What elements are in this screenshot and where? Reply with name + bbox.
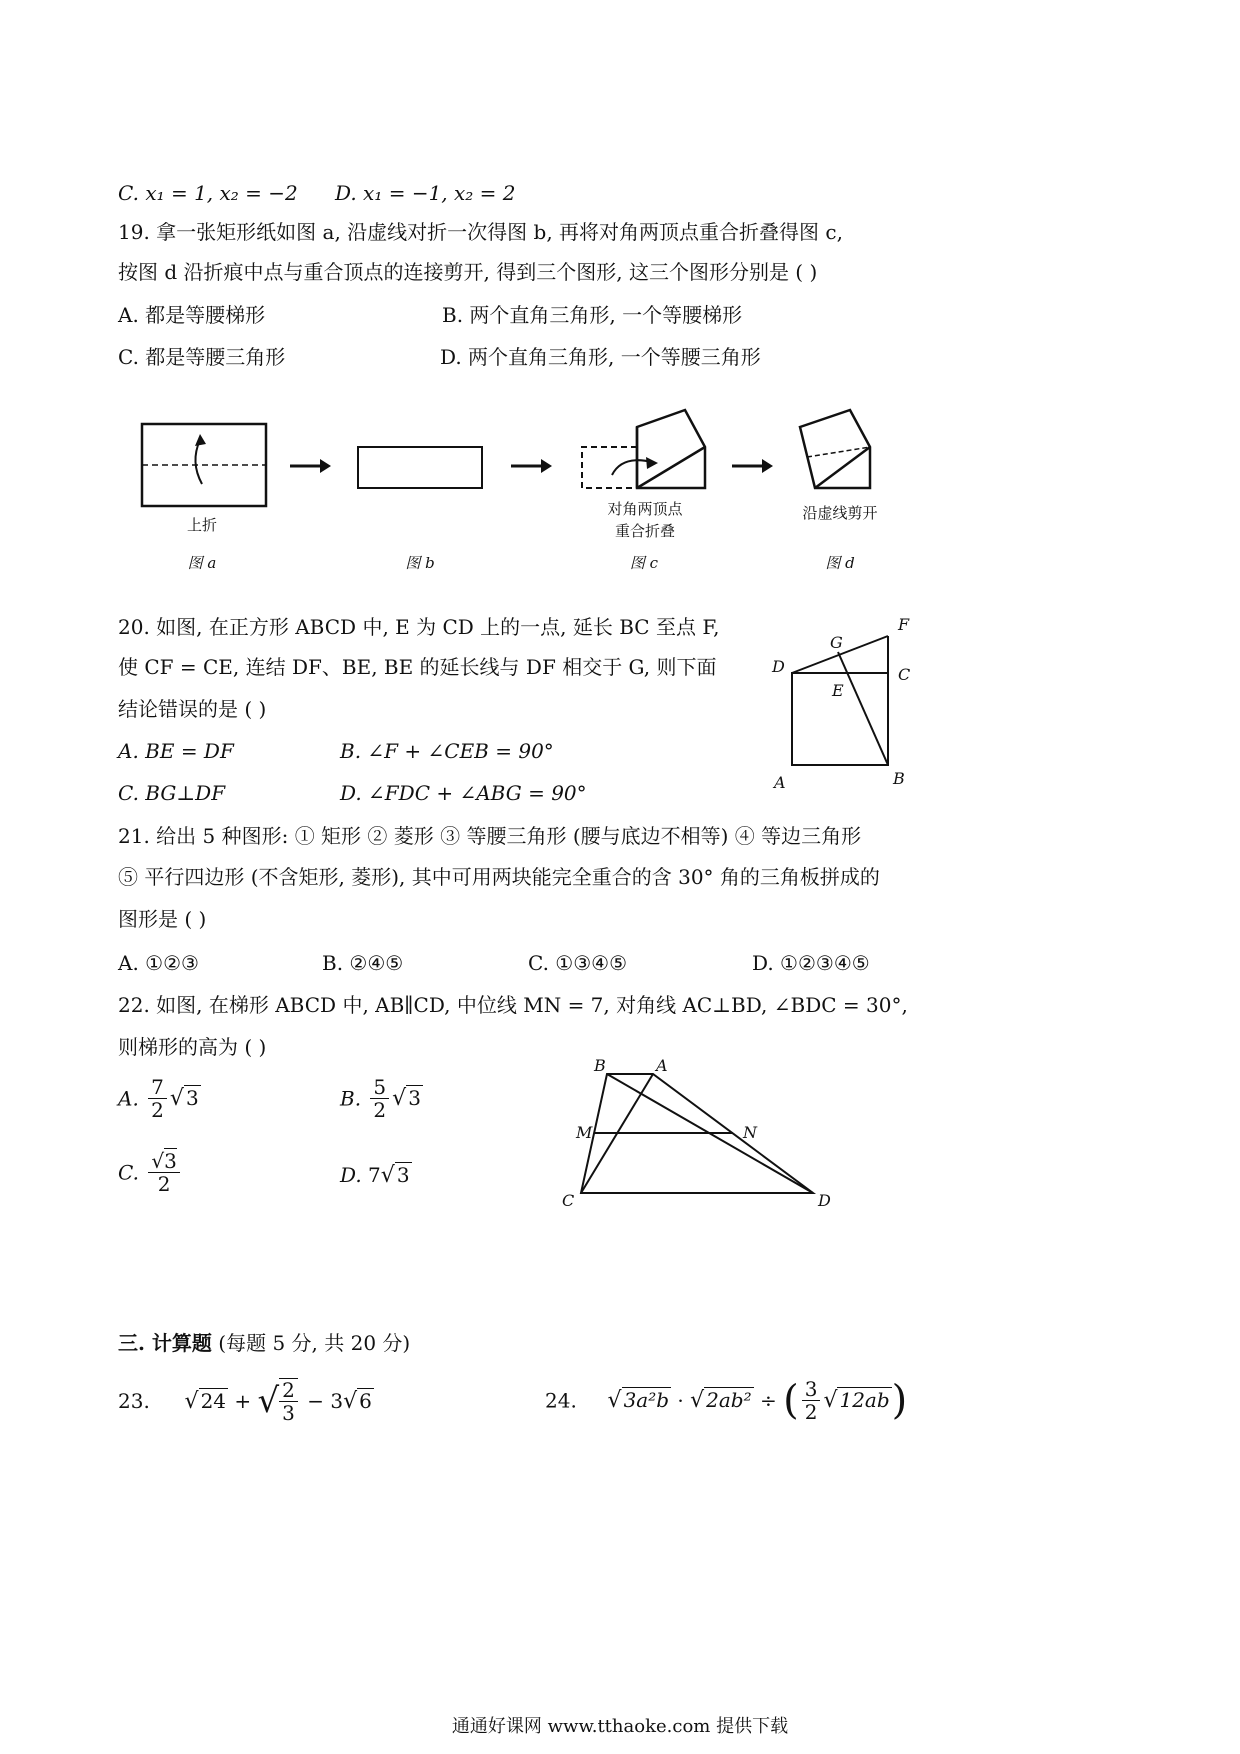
q21-stem-line3: 图形是 ( ) bbox=[118, 907, 207, 931]
q20-label-e: E bbox=[832, 681, 844, 700]
q19-stem-line2: 按图 d 沿折痕中点与重合顶点的连接剪开, 得到三个图形, 这三个图形分别是 ( ) bbox=[118, 260, 818, 284]
q22-option-c: C. $\frac{√3}{2}$ bbox=[118, 1150, 183, 1195]
q19-option-a: A. 都是等腰梯形 bbox=[118, 303, 266, 327]
fig-c-caption: 图 c bbox=[629, 554, 659, 572]
q22-label-a: A bbox=[656, 1056, 668, 1075]
q20-label-c: C bbox=[898, 665, 911, 684]
q22-label-n: N bbox=[743, 1123, 757, 1142]
fig-d-note: 沿虚线剪开 bbox=[802, 504, 878, 522]
section3-note: (每题 5 分, 共 20 分) bbox=[218, 1331, 411, 1355]
q20-option-b: B. ∠F + ∠CEB = 90° bbox=[340, 739, 554, 763]
q21-option-a: A. ①②③ bbox=[118, 951, 199, 975]
fig-a-note: 上折 bbox=[186, 516, 217, 534]
q22-stem-line1: 22. 如图, 在梯形 ABCD 中, AB∥CD, 中位线 MN = 7, 对角线 AC⊥BD, ∠BDC = 30°, bbox=[118, 993, 908, 1017]
q21-option-b: B. ②④⑤ bbox=[322, 951, 404, 975]
q22-label-d: D bbox=[818, 1191, 831, 1210]
q19-stem-line1: 19. 拿一张矩形纸如图 a, 沿虚线对折一次得图 b, 再将对角两顶点重合折叠得图 c, bbox=[118, 220, 843, 244]
q20-label-f: F bbox=[898, 615, 910, 634]
fig-a-caption: 图 a bbox=[187, 554, 217, 572]
q20-stem-line3: 结论错误的是 ( ) bbox=[118, 697, 267, 721]
q22-stem-line2: 则梯形的高为 ( ) bbox=[118, 1035, 267, 1059]
q18-option-d: D. x₁ = −1, x₂ = 2 bbox=[335, 181, 516, 205]
q20-label-a: A bbox=[774, 773, 786, 792]
q21-stem-line1: 21. 给出 5 种图形: ① 矩形 ② 菱形 ③ 等腰三角形 (腰与底边不相等) ④ 等边三角形 bbox=[118, 824, 862, 848]
q20-option-d: D. ∠FDC + ∠ABG = 90° bbox=[340, 781, 587, 805]
q20-label-b: B bbox=[893, 769, 905, 788]
q22-option-a: A. $\frac{7}{2}$ √ 3 bbox=[118, 1075, 199, 1122]
q22-label-b: B bbox=[594, 1056, 606, 1075]
q24-expression: 24. √ 3a²b · √ 2ab² ÷ ( $\frac{3}{2}$ √ 12ab) bbox=[545, 1377, 908, 1424]
q22-label-c: C bbox=[562, 1191, 575, 1210]
q21-stem-line2: ⑤ 平行四边形 (不含矩形, 菱形), 其中可用两块能完全重合的含 30° 角的三角板拼成的 bbox=[118, 865, 880, 889]
q20-option-c: C. BG⊥DF bbox=[118, 781, 226, 805]
q19-option-b: B. 两个直角三角形, 一个等腰梯形 bbox=[442, 303, 743, 327]
q21-option-c: C. ①③④⑤ bbox=[528, 951, 628, 975]
q20-stem-line2: 使 CF = CE, 连结 DF、BE, BE 的延长线与 DF 相交于 G, 则下面 bbox=[118, 655, 717, 679]
q20-option-a: A. BE = DF bbox=[118, 739, 234, 763]
section3-title: 三. 计算题 bbox=[118, 1331, 212, 1355]
q20-label-d: D bbox=[772, 657, 785, 676]
fig-b-caption: 图 b bbox=[405, 554, 435, 572]
q20-stem-line1: 20. 如图, 在正方形 ABCD 中, E 为 CD 上的一点, 延长 BC 至点 F, bbox=[118, 615, 720, 639]
q22-option-d: D. 7√ 3 bbox=[340, 1163, 410, 1188]
page-footer: 通通好课网 www.tthaoke.com 提供下载 bbox=[451, 1716, 789, 1737]
q19-option-c: C. 都是等腰三角形 bbox=[118, 345, 286, 369]
fig-c-note1: 对角两顶点 bbox=[607, 500, 683, 518]
q22-option-b: B. $\frac{5}{2}$ √ 3 bbox=[340, 1075, 421, 1122]
q19-option-d: D. 两个直角三角形, 一个等腰三角形 bbox=[440, 345, 761, 369]
section3-heading bbox=[118, 1330, 410, 1356]
q22-label-m: M bbox=[576, 1123, 593, 1142]
q20-label-g: G bbox=[830, 633, 843, 652]
fig-c-note2: 重合折叠 bbox=[614, 522, 675, 540]
fig-d-caption: 图 d bbox=[825, 554, 855, 572]
q21-option-d: D. ①②③④⑤ bbox=[752, 951, 870, 975]
q23-expression: 23. √ 24 + √ $\frac{2}{3}$ − 3√ 6 bbox=[118, 1378, 372, 1425]
q18-option-c: C. x₁ = 1, x₂ = −2 bbox=[118, 181, 298, 205]
